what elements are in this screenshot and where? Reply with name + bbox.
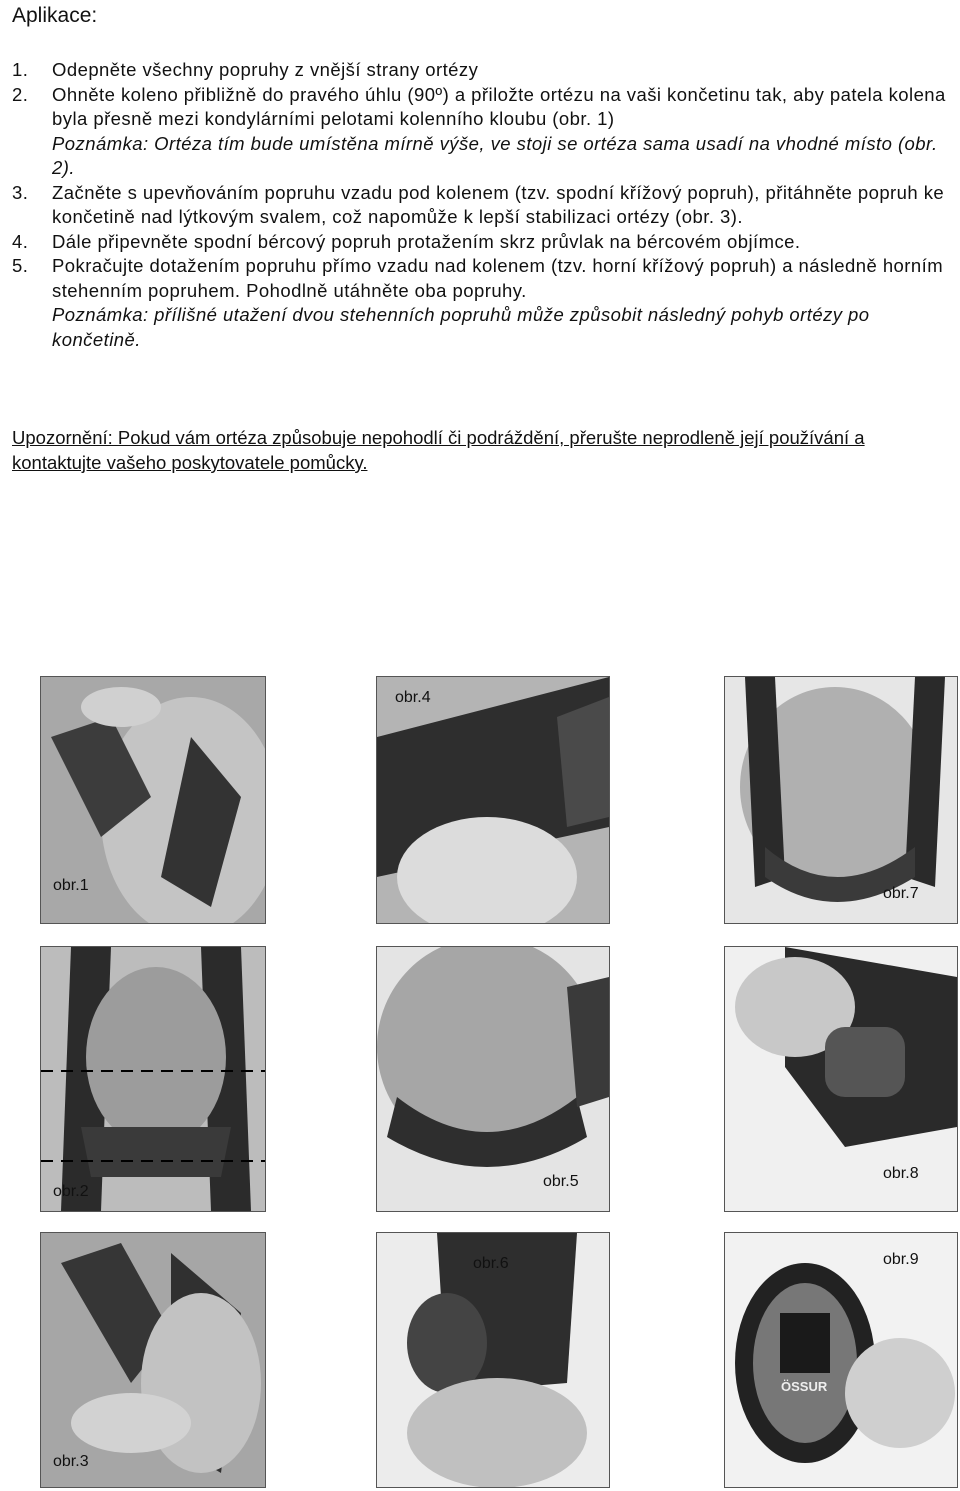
figure-9-photo	[724, 1232, 958, 1488]
figure-5-photo	[376, 946, 610, 1212]
figure-8-label: obr.8	[883, 1165, 919, 1182]
page-heading: Aplikace:	[12, 4, 98, 27]
figure-3-photo	[40, 1232, 266, 1488]
step-number: 3.	[12, 181, 29, 203]
step-text: Ohněte koleno přibližně do pravého úhlu (90º) a přiložte ortézu na vaši končetinu tak, aby patela kolena byla přesně mezi kondylárními pelotami kolenního kloubu (obr. 1)	[52, 83, 946, 129]
figure-1-photo	[40, 676, 266, 924]
step-2	[12, 83, 948, 181]
step-text: Pokračujte dotažením popruhu přímo vzadu nad kolenem (tzv. horní křížový popruh) a následně horním stehenním popruhem. Pohodlně utáhněte oba popruhy.	[52, 255, 944, 301]
step-number: 4.	[12, 230, 29, 252]
figure-4-photo	[376, 676, 610, 924]
figure-9-label: obr.9	[883, 1251, 919, 1268]
figure-2-label: obr.2	[53, 1183, 89, 1200]
figure-6-photo	[376, 1232, 610, 1488]
figure-7-label: obr.7	[883, 885, 919, 902]
figure-8-photo	[724, 946, 958, 1212]
step-5	[12, 254, 948, 352]
figure-4-label: obr.4	[395, 689, 431, 706]
step-note: Poznámka: přílišné utažení dvou stehenních popruhů může způsobit následný pohyb ortézy po končetině.	[52, 304, 870, 350]
instruction-steps	[12, 58, 948, 352]
step-number: 1.	[12, 59, 29, 80]
step-text: Dále připevněte spodní bércový popruh protažením skrz průvlak na bércovém objímce.	[52, 230, 801, 252]
figure-7-photo	[724, 676, 958, 924]
step-text: Začněte s upevňováním popruhu vzadu pod kolenem (tzv. spodní křížový popruh), přitáhněte popruh ke končetině nad lýtkovým svalem, což napomůže k lepší stabilizaci ortézy (obr. 3).	[52, 181, 945, 227]
step-text: Odepněte všechny popruhy z vnější strany ortézy	[52, 59, 479, 80]
figure-1-label: obr.1	[53, 877, 89, 894]
step-number: 2.	[12, 83, 29, 105]
figure-2-photo	[40, 946, 266, 1212]
figure-3-label: obr.3	[53, 1453, 89, 1470]
warning-text: Upozornění: Pokud vám ortéza způsobuje nepohodlí či podráždění, přerušte neprodleně její používání a kontaktujte vašeho poskytovatele pomůcky.	[12, 427, 865, 473]
step-1	[12, 58, 948, 83]
step-4	[12, 230, 948, 255]
step-number: 5.	[12, 255, 29, 276]
figure-6-label: obr.6	[473, 1255, 509, 1272]
figure-5-label: obr.5	[543, 1173, 579, 1190]
step-note: Poznámka: Ortéza tím bude umístěna mírně výše, ve stoji se ortéza sama usadí na vhodné místo (obr. 2).	[52, 132, 938, 178]
ossur-logo: ÖSSUR	[781, 1379, 828, 1394]
step-3	[12, 181, 948, 230]
